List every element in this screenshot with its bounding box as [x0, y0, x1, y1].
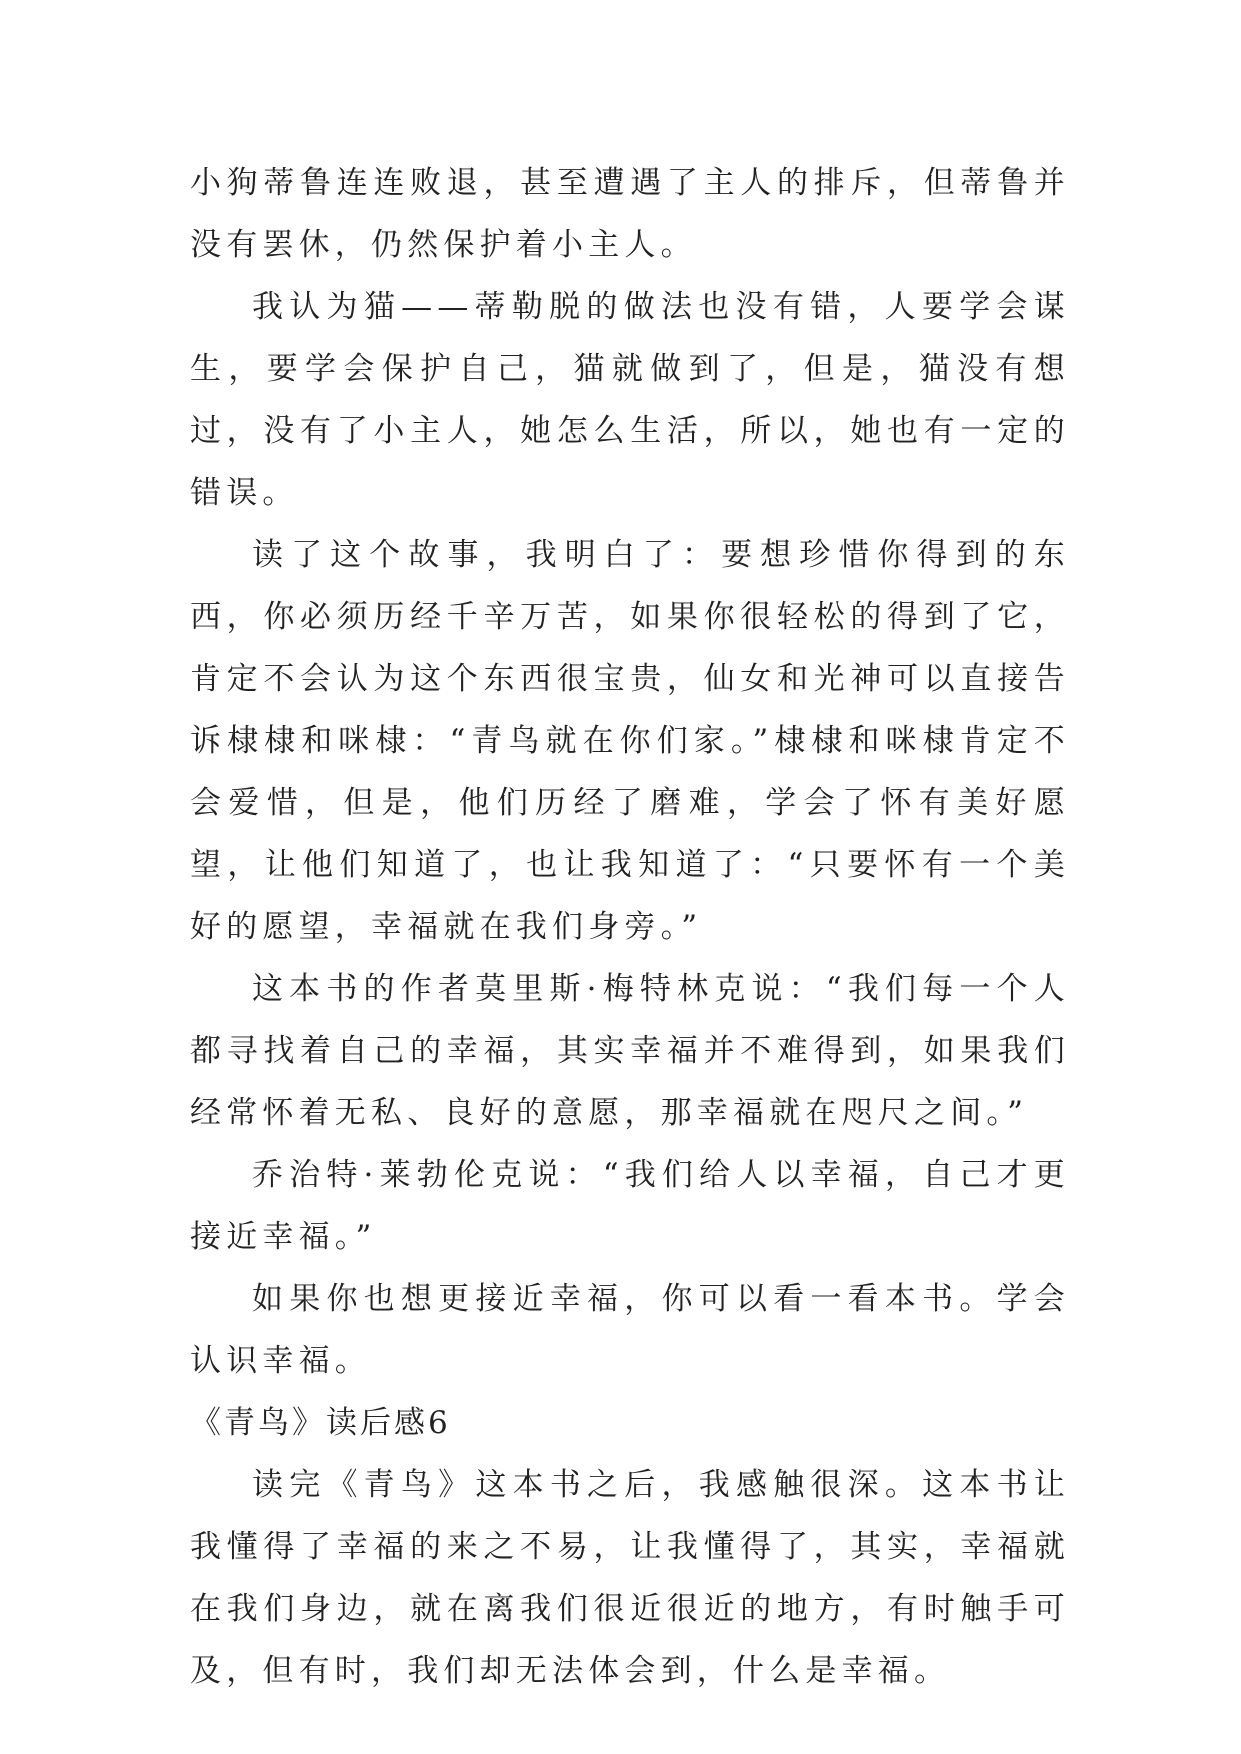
- paragraph-second-quote: 乔治特·莱勃伦克说：“我们给人以幸福，自己才更接近幸福。”: [190, 1157, 1070, 1255]
- document-body: [190, 152, 1070, 1702]
- paragraph-continued: 小狗蒂鲁连连败退，甚至遭遇了主人的排斥，但蒂鲁并没有罢休，仍然保护着小主人。: [190, 165, 1070, 263]
- paragraph-story-lesson: 读了这个故事，我明白了：要想珍惜你得到的东西，你必须历经千辛万苦，如果你很轻松的得到了它，肯定不会认为这个东西很宝贵，仙女和光神可以直接告诉棣棣和咪棣：“青鸟就在你们家。”棣棣和咪棣肯定不会爱惜，但是，他们历经了磨难，学会了怀有美好愿望，让他们知道了，也让我知道了：“只要怀有一个美好的愿望，幸福就在我们身旁。”: [190, 537, 1070, 945]
- paragraph-recommendation: 如果你也想更接近幸福，你可以看一看本书。学会认识幸福。: [190, 1281, 1070, 1379]
- paragraph-author-quote: 这本书的作者莫里斯·梅特林克说：“我们每一个人都寻找着自己的幸福，其实幸福并不难得到，如果我们经常怀着无私、良好的意愿，那幸福就在咫尺之间。”: [190, 971, 1070, 1131]
- paragraph-section-intro: 读完《青鸟》这本书之后，我感触很深。这本书让我懂得了幸福的来之不易，让我懂得了，其实，幸福就在我们身边，就在离我们很近很近的地方，有时触手可及，但有时，我们却无法体会到，什么是幸福。: [190, 1467, 1070, 1689]
- section-heading: 《青鸟》读后感6: [190, 1405, 451, 1441]
- paragraph-cat-opinion: 我认为猫——蒂勒脱的做法也没有错，人要学会谋生，要学会保护自己，猫就做到了，但是，猫没有想过，没有了小主人，她怎么生活，所以，她也有一定的错误。: [190, 289, 1070, 511]
